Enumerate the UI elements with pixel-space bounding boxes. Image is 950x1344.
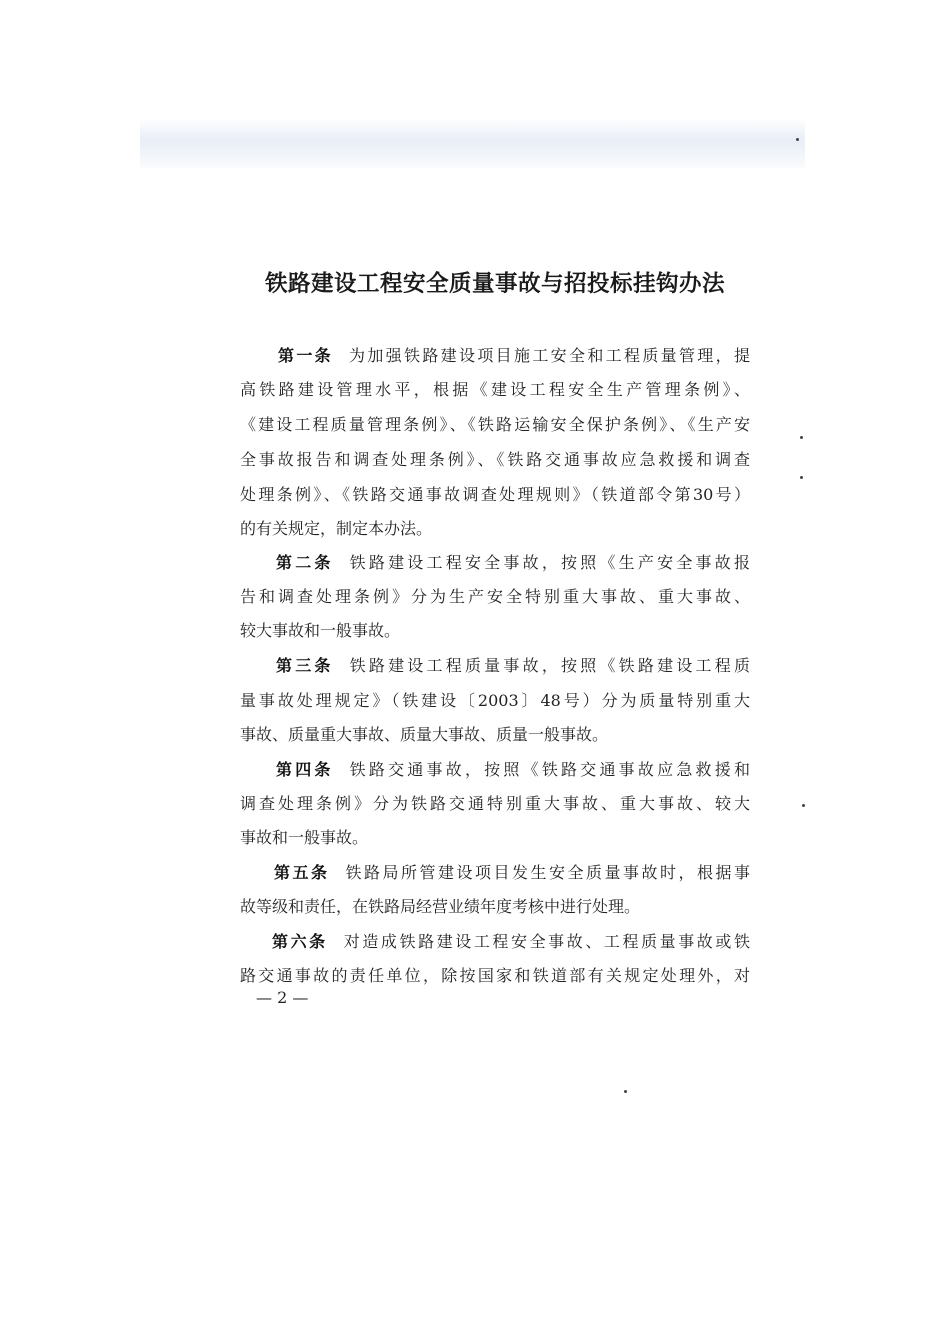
document-title: 铁路建设工程安全质量事故与招投标挂钩办法	[264, 271, 725, 297]
scan-shadow-band	[140, 118, 805, 168]
article-label: 第六条	[272, 932, 328, 951]
scan-speck	[800, 476, 803, 479]
scan-speck	[796, 138, 799, 141]
article-text-line: 铁路局所管建设项目发生安全质量事故时，根据事	[345, 863, 750, 882]
article-text-line: 的有关规定，制定本办法。	[240, 519, 433, 538]
article-text-line: 事故和一般事故。	[240, 828, 369, 847]
scan-speck	[624, 1090, 627, 1093]
article-label: 第五条	[274, 863, 330, 882]
article-label: 第四条	[276, 760, 334, 779]
article-first-line	[276, 553, 750, 573]
article-text-line: 《建设工程质量管理条例》、《铁路运输安全保护条例》、《生产安	[240, 415, 750, 434]
article-text-line: 为加强铁路建设项目施工安全和工程质量管理，提	[349, 346, 750, 365]
article-text-line: 较大事故和一般事故。	[240, 621, 401, 640]
article-text-line: 处理条例》、《铁路交通事故调查处理规则》（铁道部令第30号）	[240, 485, 750, 504]
article-text-line: 高铁路建设管理水平，根据《建设工程安全生产管理条例》、	[240, 380, 750, 399]
article-first-line	[276, 656, 750, 676]
article-text-line: 铁路建设工程质量事故，按照《铁路建设工程质	[349, 656, 750, 675]
article-text-line: 告和调查处理条例》分为生产安全特别重大事故、重大事故、	[240, 587, 750, 606]
scan-speck	[802, 804, 805, 807]
article-text-line: 调查处理条例》分为铁路交通特别重大事故、重大事故、较大	[240, 794, 750, 813]
article-text-line: 全事故报告和调查处理条例》、《铁路交通事故应急救援和调查	[240, 450, 750, 469]
article-text-line: 量事故处理规定》（铁建设〔2003〕48号）分为质量特别重大	[240, 691, 750, 710]
article-first-line	[276, 760, 750, 780]
article-first-line	[272, 932, 750, 952]
scan-speck	[800, 436, 803, 439]
article-label: 第一条	[278, 346, 333, 365]
article-text-line: 故等级和责任，在铁路局经营业绩年度考核中进行处理。	[240, 897, 641, 916]
article-first-line	[278, 346, 750, 366]
article-text-line: 事故、质量重大事故、质量大事故、质量一般事故。	[240, 725, 609, 744]
article-text-line: 铁路交通事故，按照《铁路交通事故应急救援和	[349, 760, 750, 779]
article-label: 第二条	[276, 553, 334, 572]
article-text-line: 路交通事故的责任单位，除按国家和铁道部有关规定处理外，对	[240, 966, 750, 985]
article-text-line: 铁路建设工程安全事故，按照《生产安全事故报	[349, 553, 750, 572]
article-first-line	[274, 863, 750, 883]
article-text-line: 对造成铁路建设工程安全事故、工程质量事故或铁	[343, 932, 750, 951]
page-number: — 2 —	[256, 988, 309, 1007]
article-label: 第三条	[276, 656, 334, 675]
